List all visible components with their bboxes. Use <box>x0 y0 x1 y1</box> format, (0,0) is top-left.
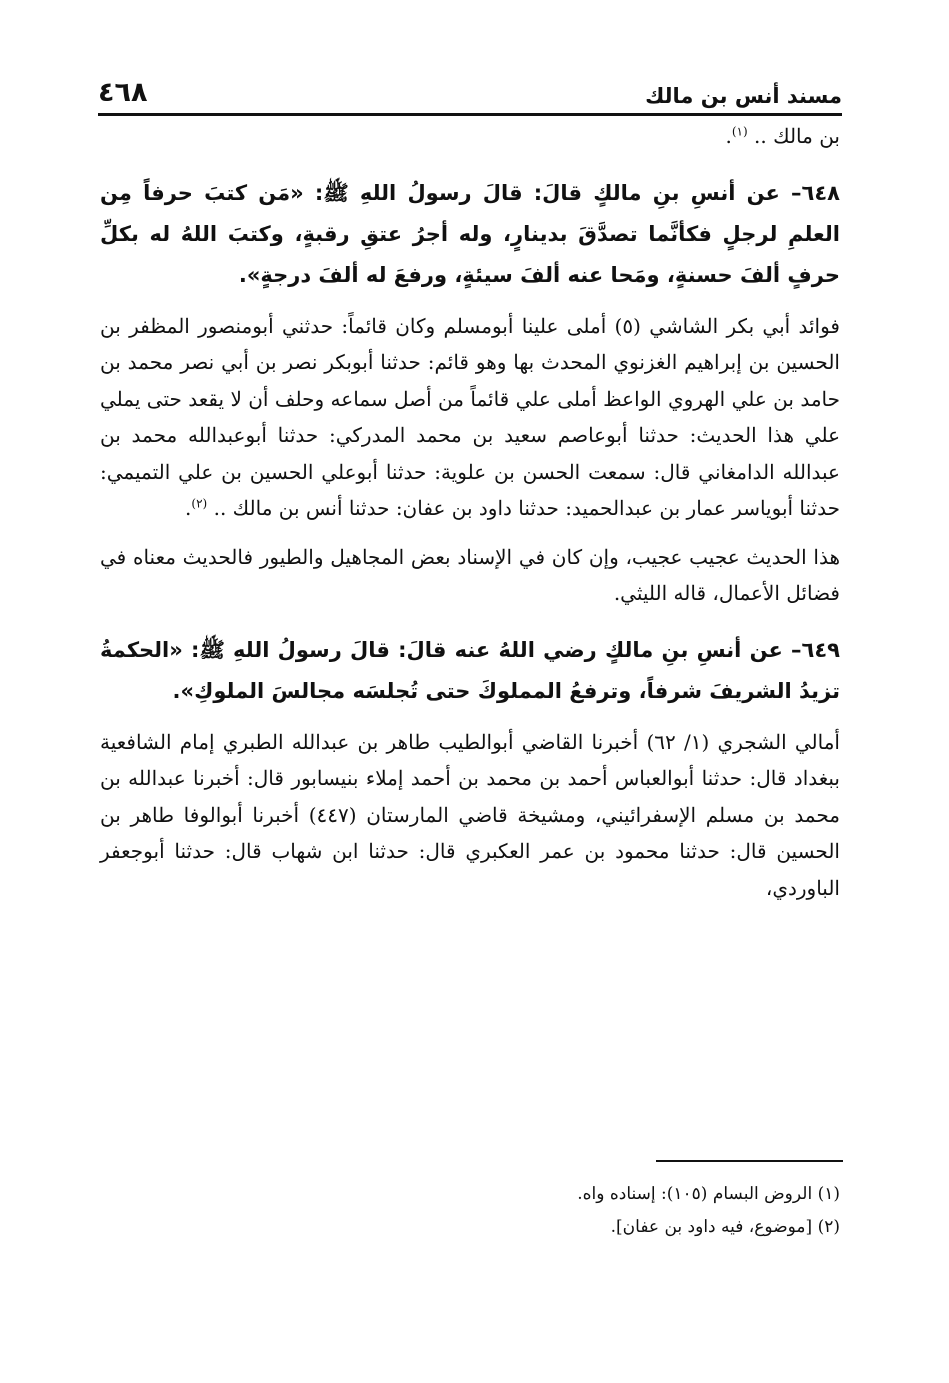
paragraph-text: بن مالك .. <box>747 124 840 148</box>
main-text <box>100 118 840 906</box>
running-title: مسند أنس بن مالك <box>645 84 842 108</box>
footnotes <box>100 1178 840 1244</box>
footnote-rule <box>656 1160 843 1162</box>
hadith-649: ٦٤٩– عن أنسِ بنِ مالكٍ رضي اللهُ عنه قالَ: قالَ رسولُ اللهِ ﷺ: «الحكمةُ تزيدُ الشريفَ شرفاً، وترفعُ المملوكَ حتى تُجلسَه مجالسَ الملوكِ». <box>100 637 840 703</box>
source-paragraph-648 <box>100 308 840 527</box>
footnote-marker: (٢) <box>191 496 208 511</box>
paragraph-end: . <box>185 496 192 520</box>
paragraph-text: فوائد أبي بكر الشاشي (٥) أملى علينا أبومسلم وكان قائماً: حدثني أبومنصور المظفر بن الحسين بن إبراهيم الغزنوي المحدث بها وهو قائم: حدثنا أبوبكر نصر بن أبي نصر محمد بن حامد بن علي الهروي الواعظ أملى علي قائماً من أصل سماعه وحلف أن لا يقعد حتى يملي علي هذا الحديث: حدثنا أبوعاصم سعيد بن محمد المدركي: حدثنا أبوعبدالله محمد بن عبدالله الدامغاني قال: سمعت الحسن بن علوية: حدثنا أبوعلي الحسين بن علي التميمي: حدثنا أبوياسر عمار بن عبدالحميد: حدثنا داود بن عفان: حدثنا أنس بن مالك .. <box>100 313 840 520</box>
page-header <box>98 64 842 108</box>
paragraph-end: . <box>725 124 732 148</box>
header-rule <box>98 113 842 116</box>
footnote-marker: (١) <box>731 124 748 139</box>
commentary-paragraph: هذا الحديث عجيب عجيب، وإن كان في الإسناد بعض المجاهيل والطيور فالحديث معناه في فضائل الأعمال، قاله الليثي. <box>100 544 840 605</box>
page-number: ٤٦٨ <box>98 77 148 108</box>
continuation-paragraph <box>100 118 840 155</box>
hadith-648: ٦٤٨– عن أنسِ بنِ مالكٍ قالَ: قالَ رسولُ اللهِ ﷺ: «مَن كتبَ حرفاً مِن العلمِ لرجلٍ فكأنَّما تصدَّقَ بدينارٍ، وله أجرُ عتقِ رقبةٍ، وكتبَ اللهُ له بكلِّ حرفٍ ألفَ حسنةٍ، ومَحا عنه ألفَ سيئةٍ، ورفعَ له ألفَ درجةٍ». <box>100 180 840 287</box>
footnote-2: (٢) [موضوع، فيه داود بن عفان]. <box>610 1217 840 1237</box>
footnote-1: (١) الروض البسام (١٠٥): إسناده واه. <box>577 1184 840 1204</box>
source-paragraph-649: أمالي الشجري (١/ ٦٢) أخبرنا القاضي أبوالطيب طاهر بن عبدالله الطبري إمام الشافعية ببغداد قال: حدثنا أبوالعباس أحمد بن محمد بن أحمد إملاء بنيسابور قال: أخبرنا عبدالله بن محمد بن مسلم الإسفرائيني، ومشيخة قاضي المارستان (٤٤٧) أخبرنا أبوالوفا طاهر بن الحسين قال: حدثنا محمود بن عمر العكبري قال: حدثنا ابن شهاب قال: حدثنا أبوجعفر الباوردي، <box>100 729 840 900</box>
